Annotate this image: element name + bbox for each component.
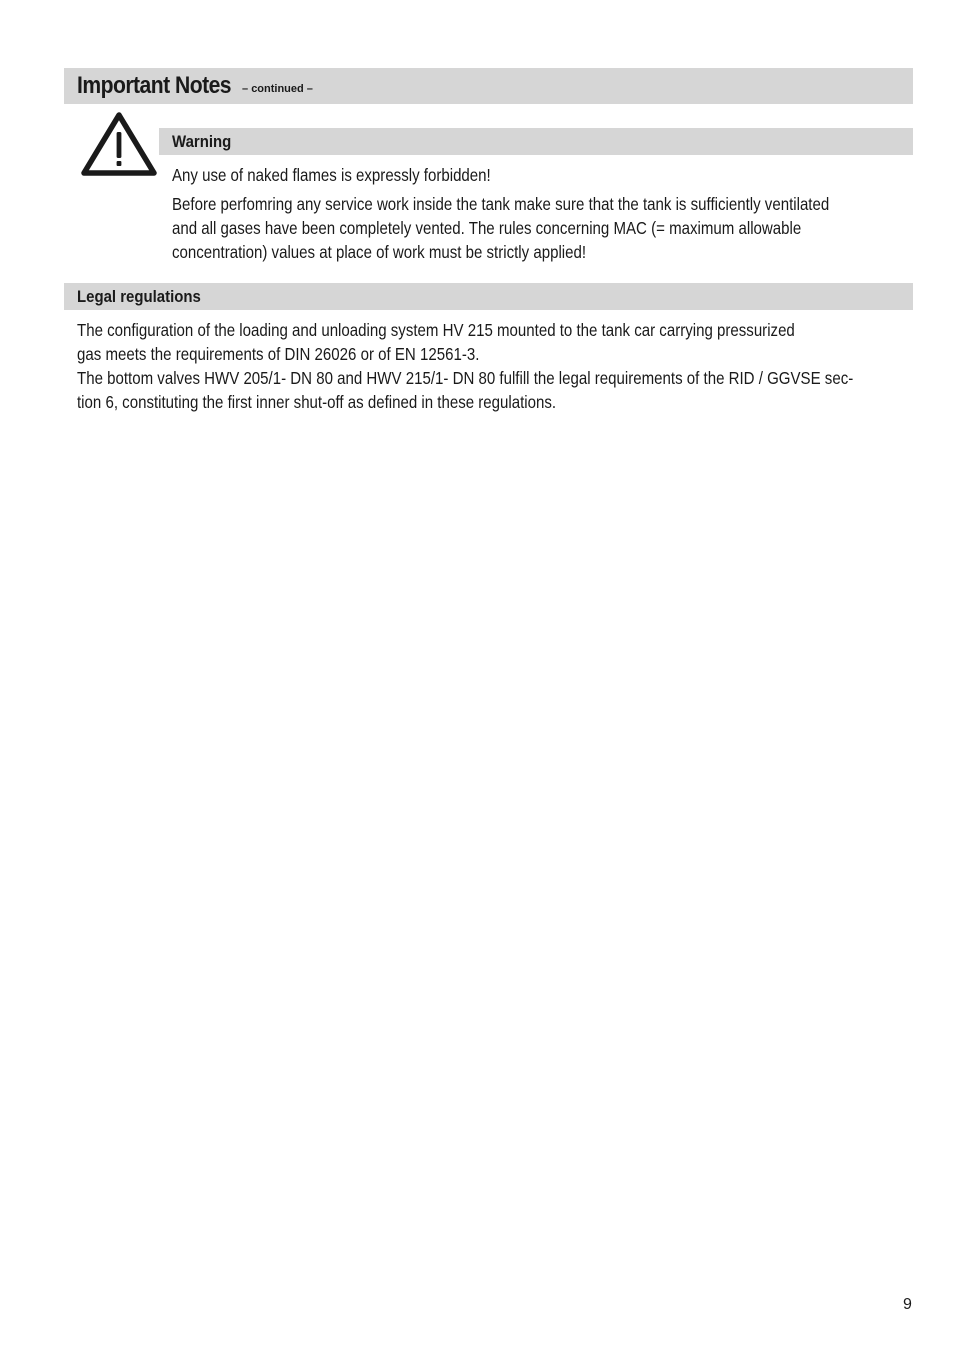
warning-paragraph-flames	[172, 163, 491, 187]
page-title: Important Notes	[77, 72, 232, 99]
warning-paragraph-ventilation	[172, 192, 829, 264]
page-subtitle: – continued –	[242, 83, 313, 95]
legal-paragraph	[77, 318, 853, 414]
warning-triangle-icon	[80, 110, 158, 178]
page-number: 9	[903, 1296, 912, 1313]
warning-section-bar	[159, 128, 913, 155]
warning-line: and all gases have been completely vented. The rules concerning MAC (= maximum allowable	[172, 218, 802, 238]
warning-title: Warning	[172, 131, 232, 151]
legal-line: gas meets the requirements of DIN 26026 or of EN 12561-3.	[77, 344, 480, 364]
page-header-bar	[64, 68, 913, 104]
warning-line: Before perfomring any service work inside the tank make sure that the tank is sufficiently ventilated	[172, 194, 830, 214]
legal-line: tion 6, constituting the first inner shut-off as defined in these regulations.	[77, 392, 557, 412]
legal-line: The configuration of the loading and unloading system HV 215 mounted to the tank car carrying pressurized	[77, 320, 795, 340]
legal-line: The bottom valves HWV 205/1- DN 80 and HWV 215/1- DN 80 fulfill the legal requirements of the RID / GGVSE sec-	[77, 368, 854, 388]
legal-title: Legal regulations	[77, 286, 201, 306]
legal-section-bar	[64, 283, 913, 310]
warning-line: concentration) values at place of work must be strictly applied!	[172, 242, 587, 262]
warning-line: Any use of naked flames is expressly forbidden!	[172, 165, 491, 185]
